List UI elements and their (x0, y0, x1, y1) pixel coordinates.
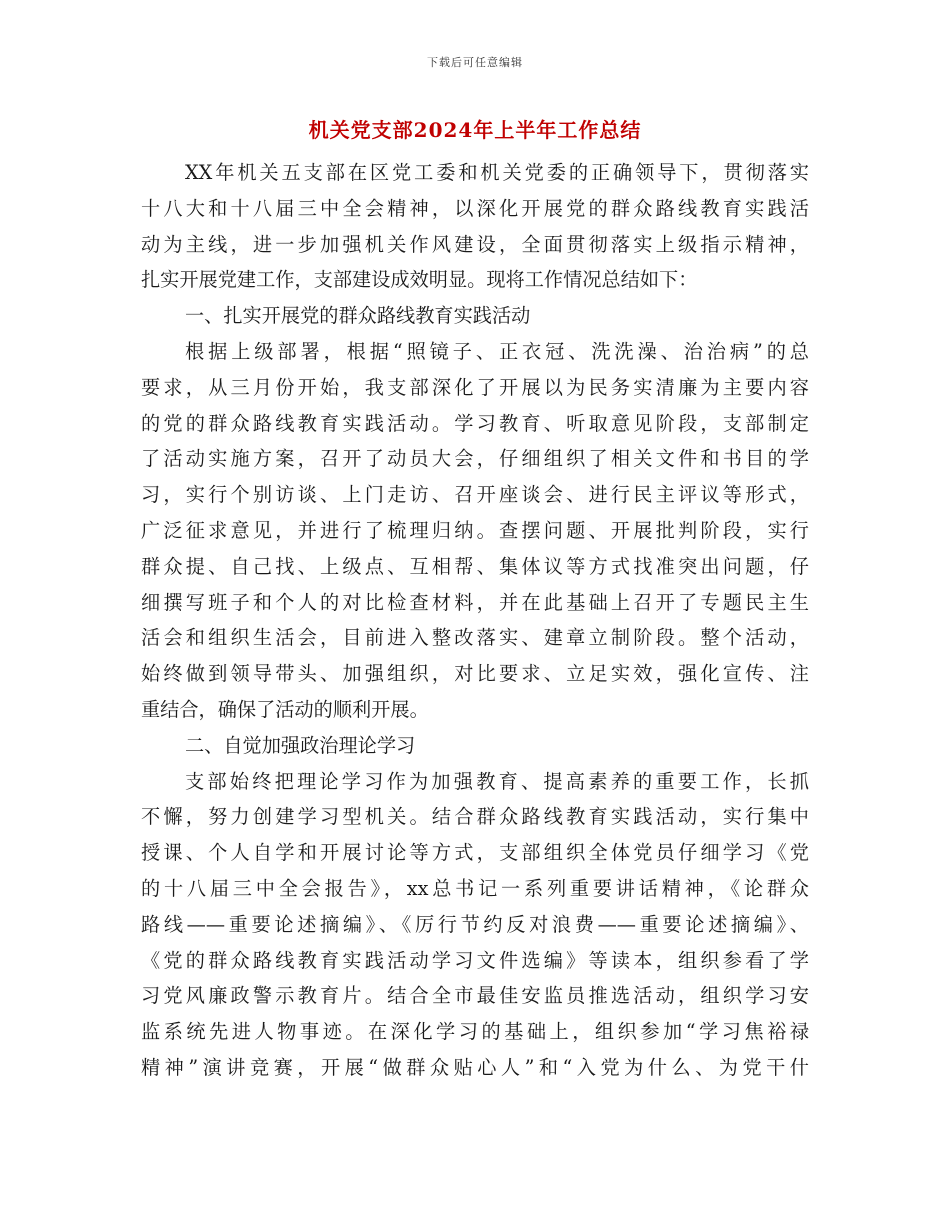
paragraph-line: 习，实行个别访谈、上门走访、召开座谈会、进行民主评议等形式， (141, 483, 809, 507)
body-paragraph (141, 764, 809, 1086)
paragraph-line: 要求，从三月份开始，我支部深化了开展以为民务实清廉为主要内容 (141, 375, 809, 399)
paragraph-line: 群众提、自己找、上级点、互相帮、集体议等方式找准突出问题，仔 (141, 554, 809, 578)
body-paragraph (141, 334, 809, 728)
section-heading (141, 728, 809, 764)
paragraph-line: 的党的群众路线教育实践活动。学习教育、听取意见阶段，支部制定 (141, 411, 809, 435)
body-paragraph (141, 155, 809, 298)
paragraph-line: 精神”演讲竞赛，开展“做群众贴心人”和“入党为什么、为党干什 (141, 1055, 809, 1079)
paragraph-line: 重结合，确保了活动的顺利开展。 (141, 697, 429, 721)
page-header: 下载后可任意编辑 (427, 56, 523, 69)
heading-line: 二、自觉加强政治理论学习 (185, 733, 416, 757)
paragraph-line: 授课、个人自学和开展讨论等方式，支部组织全体党员仔细学习《党 (141, 841, 809, 865)
paragraph-line: 了活动实施方案，召开了动员大会，仔细组织了相关文件和书目的学 (141, 447, 809, 471)
paragraph-line: 《党的群众路线教育实践活动学习文件选编》等读本，组织参看了学 (141, 948, 809, 972)
paragraph-line: XX年机关五支部在区党工委和机关党委的正确领导下，贯彻落实 (185, 161, 809, 184)
paragraph-line: 扎实开展党建工作，支部建设成效明显。现将工作情况总结如下： (141, 268, 698, 292)
paragraph-line: 路线——重要论述摘编》、《厉行节约反对浪费——重要论述摘编》、 (141, 912, 809, 936)
paragraph-line: 细撰写班子和个人的对比检查材料，并在此基础上召开了专题民主生 (141, 590, 809, 614)
paragraph-line: 动为主线，进一步加强机关作风建设，全面贯彻落实上级指示精神， (141, 232, 809, 256)
paragraph-line: 广泛征求意见，并进行了梳理归纳。查摆问题、开展批判阶段，实行 (141, 518, 809, 542)
paragraph-line: 监系统先进人物事迹。在深化学习的基础上，组织参加“学习焦裕禄 (141, 1020, 809, 1044)
paragraph-line: 根据上级部署，根据“照镜子、正衣冠、洗洗澡、治治病”的总 (185, 339, 809, 363)
document-title: 机关党支部2024年上半年工作总结 (308, 118, 642, 142)
paragraph-line: 习党风廉政警示教育片。结合全市最佳安监员推选活动，组织学习安 (141, 984, 809, 1008)
heading-line: 一、扎实开展党的群众路线教育实践活动 (185, 304, 531, 328)
paragraph-line: 十八大和十八届三中全会精神，以深化开展党的群众路线教育实践活 (141, 196, 809, 220)
paragraph-line: 活会和组织生活会，目前进入整改落实、建章立制阶段。整个活动， (141, 626, 809, 650)
paragraph-line: 支部始终把理论学习作为加强教育、提高素养的重要工作，长抓 (185, 769, 809, 793)
section-heading (141, 298, 809, 334)
paragraph-line: 不懈，努力创建学习型机关。结合群众路线教育实践活动，实行集中 (141, 805, 809, 829)
paragraph-line: 的十八届三中全会报告》，xx总书记一系列重要讲话精神，《论群众 (141, 876, 809, 900)
paragraph-line: 始终做到领导带头、加强组织，对比要求、立足实效，强化宣传、注 (141, 662, 809, 686)
document-body (141, 155, 809, 1086)
